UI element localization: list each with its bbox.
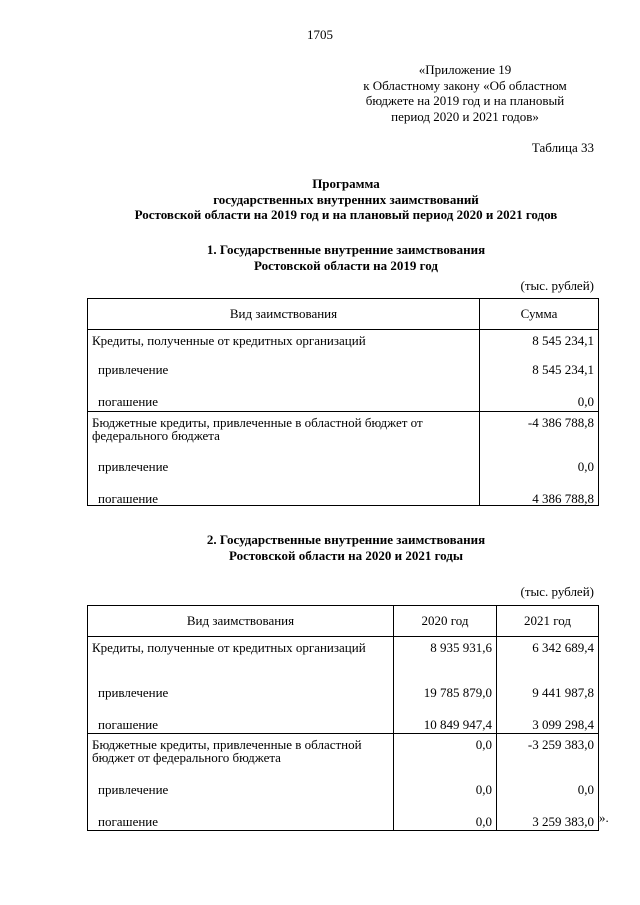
title-line: Программа	[312, 176, 380, 191]
appendix-line: бюджете на 2019 год и на плановый	[365, 93, 565, 108]
row-value-2020: 10 849 947,4	[423, 717, 492, 732]
table-header-row	[88, 299, 599, 330]
row-value-2020: 8 935 931,6	[430, 640, 492, 655]
row-value: -4 386 788,8	[527, 415, 594, 430]
closing-quote-mark: ».	[599, 810, 609, 825]
row-label-sub: погашение	[98, 814, 159, 829]
section1-title	[0, 242, 640, 273]
title-line: государственных внутренних заимствований	[213, 191, 479, 207]
row-value-2021: 3 099 298,4	[532, 717, 594, 732]
title-line: Ростовской области на 2019 год и на плановый период 2020 и 2021 годов	[134, 207, 558, 222]
row-label: Бюджетные кредиты, привлеченные в областной бюджет от федерального бюджета	[92, 415, 423, 443]
row-label-sub: погашение	[98, 717, 159, 732]
row-value-2020: 0,0	[475, 814, 492, 829]
appendix-line: «Приложение 19	[418, 62, 512, 77]
section-title-line: Ростовской области на 2019 год	[254, 257, 438, 273]
column-header-type: Вид заимствования	[88, 299, 480, 330]
row-label-sub: погашение	[98, 394, 159, 409]
row-label-sub: погашение	[98, 491, 159, 506]
row-value-2021: 3 259 383,0	[532, 814, 594, 829]
column-header-type: Вид заимствования	[88, 606, 394, 637]
table-row	[88, 412, 599, 506]
section1-units: (тыс. рублей)	[520, 278, 594, 293]
column-header-sum: Сумма	[480, 299, 599, 330]
column-header-2020: 2020 год	[394, 606, 497, 637]
program-title	[0, 176, 640, 223]
row-value-2020: 0,0	[475, 737, 492, 752]
section-title-line: 2. Государственные внутренние заимствования	[206, 532, 486, 547]
row-value: 0,0	[577, 459, 594, 474]
table-number: Таблица 33	[531, 140, 594, 155]
column-header-2021: 2021 год	[497, 606, 599, 637]
row-label-sub: привлечение	[98, 362, 169, 377]
row-value-2021: 9 441 987,8	[532, 685, 594, 700]
row-label-sub: привлечение	[98, 782, 169, 797]
table-header-row	[88, 606, 599, 637]
section2-table	[87, 605, 599, 831]
table-row	[88, 734, 599, 831]
row-label: Кредиты, полученные от кредитных организаций	[92, 640, 366, 655]
row-label: Бюджетные кредиты, привлеченные в областной бюджет от федерального бюджета	[92, 737, 362, 765]
row-value-2020: 19 785 879,0	[423, 685, 492, 700]
appendix-line: к Областному закону «Об областном	[363, 77, 567, 93]
appendix-line: период 2020 и 2021 годов»	[391, 108, 539, 124]
row-value-2020: 0,0	[475, 782, 492, 797]
table-row	[88, 637, 599, 734]
row-value: 8 545 234,1	[532, 362, 594, 377]
section2-title	[0, 532, 640, 563]
section2-units: (тыс. рублей)	[520, 584, 594, 599]
appendix-note	[340, 62, 590, 124]
row-value-2021: 6 342 689,4	[532, 640, 594, 655]
table-row	[88, 330, 599, 412]
section-title-line: Ростовской области на 2020 и 2021 годы	[228, 547, 464, 563]
row-value-2021: -3 259 383,0	[527, 737, 594, 752]
row-label: Кредиты, полученные от кредитных организаций	[92, 333, 366, 348]
row-value-2021: 0,0	[577, 782, 594, 797]
row-value: 8 545 234,1	[532, 333, 594, 348]
section-title-line: 1. Государственные внутренние заимствования	[206, 242, 486, 257]
row-value: 0,0	[577, 394, 594, 409]
row-label-sub: привлечение	[98, 459, 169, 474]
page-number: 1705	[307, 27, 333, 42]
section1-table	[87, 298, 599, 506]
row-label-sub: привлечение	[98, 685, 169, 700]
row-value: 4 386 788,8	[532, 491, 594, 506]
